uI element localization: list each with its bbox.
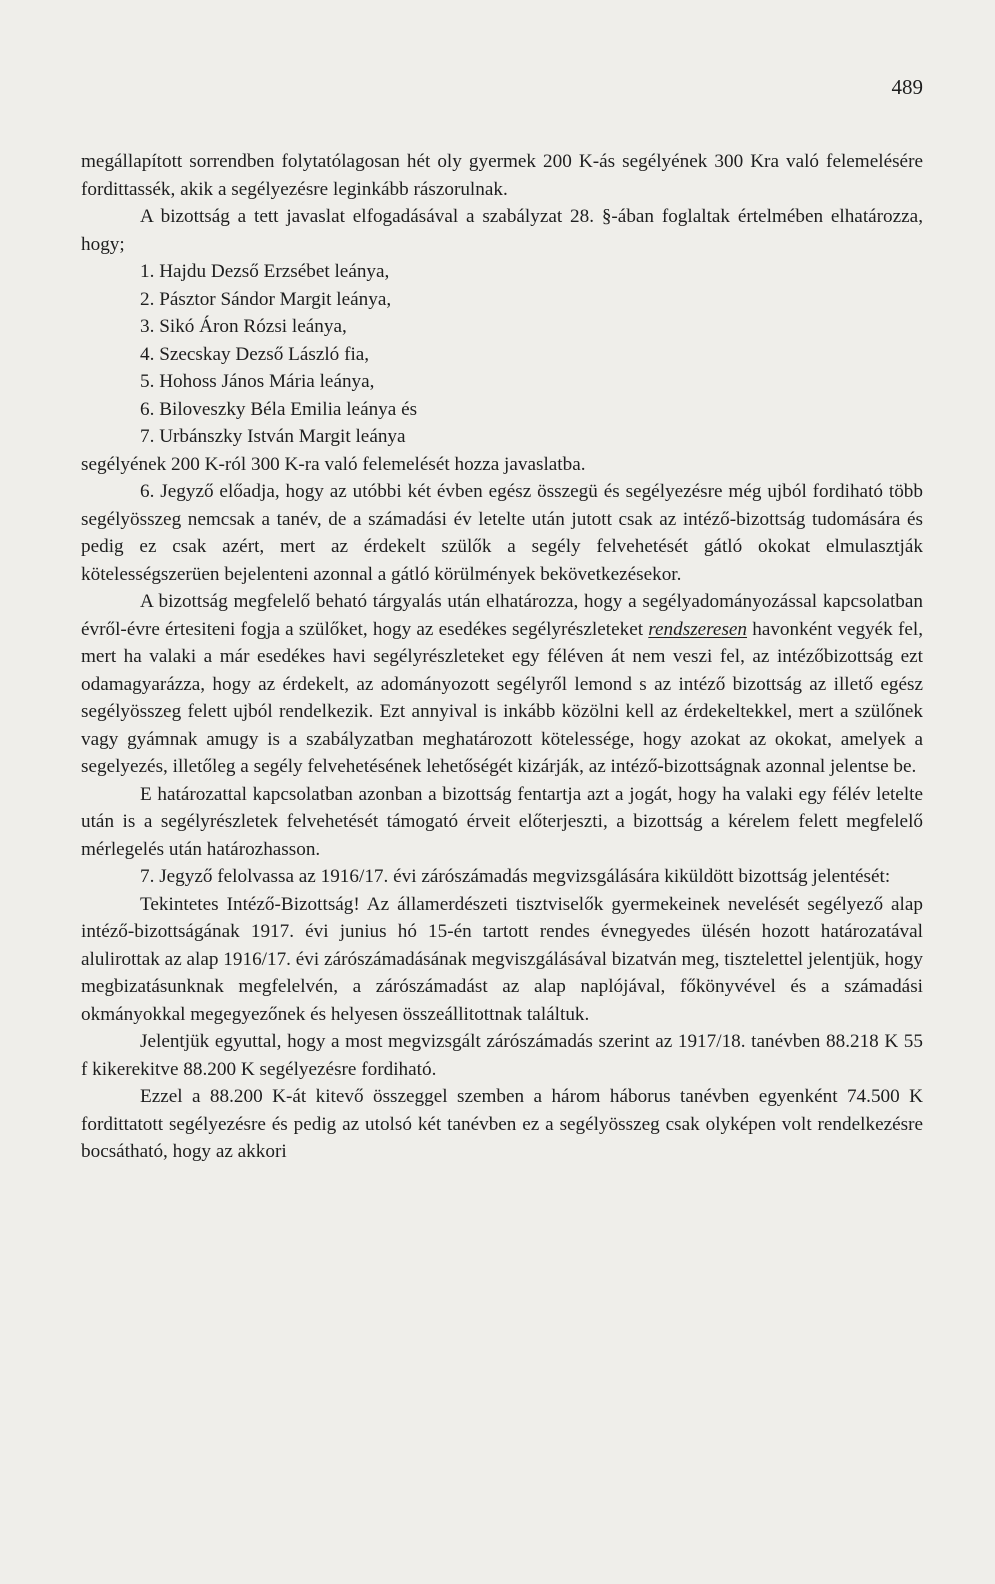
list-item: 6. Biloveszky Béla Emilia leánya és <box>140 398 418 420</box>
list-item: 5. Hohoss János Mária leánya, <box>140 371 375 392</box>
paragraph-item-6: 6. Jegyző előadja, hogy az utóbbi két évben egész összegü és segélyezésre még ujból fordiható több segélyösszeg nemcsak a tanév, de a számadási év letelte után jutott csak az intéző-bizottság tudomására és pedig ez csak azért, mert az érdekelt szülők a segély felvehetését gátló okokat elmulasztják kötelességszerüen bejelenteni azonnal a gátló körülmények bekövetkezésekor. <box>81 481 923 585</box>
paragraph-decision <box>81 588 923 781</box>
list-item: 4. Szecskay Dezső László fia, <box>140 343 370 365</box>
list-item: 7. Urbánszky István Margit leánya <box>140 426 406 447</box>
paragraph-continuation: megállapított sorrendben folytatólagosan hét oly gyermek 200 K-ás segélyének 300 Kra való felemelésére fordittassék, akik a segélyezésre leginkább rászorulnak. <box>81 151 923 200</box>
paragraph-list-conclusion: segélyének 200 K-ról 300 K-ra való felemelését hozza javaslatba. <box>81 453 586 475</box>
list-item: 1. Hajdu Dezső Erzsébet leánya, <box>140 261 390 282</box>
paragraph-decision-start: A bizottság megfelelő beható tárgyalás után elhatározza, hogy a segélyadományozással kapcsolatban évről-évre értesiteni fogja a szülőket, hogy az esedékes segélyrészleteket <box>81 591 923 640</box>
document-body <box>81 148 923 1166</box>
beneficiary-list <box>81 258 923 451</box>
paragraph-decision-end: havonként vegyék fel, mert ha valaki a már esedékes havi segélyrészleteket egy féléven át nem veszi fel, az intézőbizottság ezt odamagyarázza, hogy az érdekelt, az adományozott segélyről lemond s az intéző bizottság az illető egész segélyösszeg felett ujból rendelkezik. Ezt annyival is inkább közölni kell az érdekeltekkel, mert a szülőnek vagy gyámnak amugy is a szabályzatban meghatározott kötelessége, hogy azokat az okokat, amelyek a segelyezés, illetőleg a segély felvehetésének lehetőségét kizárják, az intéző-bizottságnak azonnal jelentse be. <box>81 618 923 777</box>
list-item: 2. Pásztor Sándor Margit leánya, <box>140 288 392 310</box>
paragraph-report-amount: Jelentjük egyuttal, hogy a most megvizsgált zárószámadás szerint az 1917/18. tanévben 88.218 K 55 f kikerekitve 88.200 K segélyezésre fordiható. <box>81 1031 923 1080</box>
paragraph-reservation: E határozattal kapcsolatban azonban a bizottság fentartja azt a jogát, hogy ha valaki egy félév letelte után is a segélyrészletek felvehetését támogató érveit előterjeszti, a bizottság a kérelem felett megfelelő mérlegelés után határozhasson. <box>81 783 923 860</box>
paragraph-report: Tekintetes Intéző-Bizottság! Az államerdészeti tisztviselők gyermekeinek nevelését segélyező alap intéző-bizottságának 1917. évi junius hó 15-én tartott rendes évnegyedes ülésén hozott határozatával alulirottak az alap 1916/17. évi zárószámadásának megviszgálásával bizatván meg, tisztelettel jelentjük, hogy megbizatásunknak megfelelvén, a zárószámadást az alap naplójával, főkönyvével és a számadási okmányokkal megegyezőnek és helyesen összeállitottnak találtuk. <box>81 893 923 1025</box>
page-number: 489 <box>891 75 923 99</box>
paragraph-item-7: 7. Jegyző felolvassa az 1916/17. évi zárószámadás megvizsgálására kiküldött bizottság jelentését: <box>140 866 891 887</box>
paragraph-report-comparison: Ezzel a 88.200 K-át kitevő összeggel szemben a három háborus tanévben egyenként 74.500 K fordittatott segélyezésre és pedig az utolsó két tanévben ez a segélyösszeg csak olyképen volt rendelkezésre bocsátható, hogy az akkori <box>81 1086 923 1162</box>
paragraph-resolution-intro: A bizottság a tett javaslat elfogadásával a szabályzat 28. §-ában foglaltak értelmében elhatározza, hogy; <box>81 206 923 255</box>
emphasized-word: rendszeresen <box>648 618 748 640</box>
list-item: 3. Sikó Áron Rózsi leánya, <box>140 316 347 337</box>
